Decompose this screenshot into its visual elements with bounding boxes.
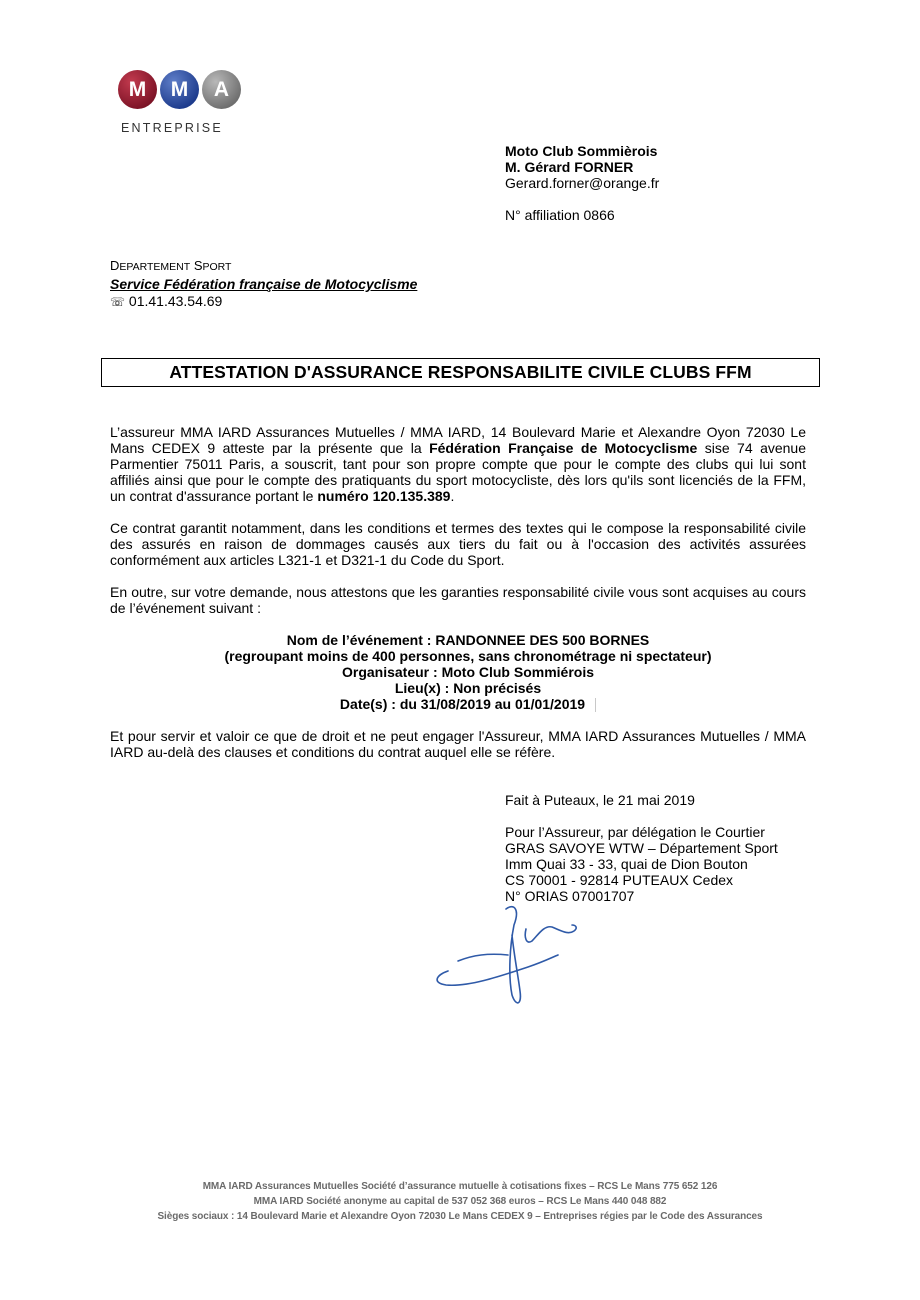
department-rest: EPARTEMENT [119, 261, 191, 273]
p1-text-a: L’assureur MMA IARD Assurances Mutuelles / MMA IARD, 14 Boulevard Marie et Alexandre Oyon 72030 Le Mans CEDEX 9 atteste par la présente que la [110, 424, 806, 456]
event-dates-line [110, 696, 826, 712]
recipient-contact: M. Gérard FORNER [505, 159, 634, 175]
logo-subtitle: ENTREPRISE [121, 121, 223, 135]
recipient-email: Gerard.forner@orange.fr [505, 175, 660, 191]
p1-text-e: . [450, 488, 455, 504]
logo-letter-m2: M [160, 70, 199, 109]
event-name: Nom de l’événement : RANDONNEE DES 500 BORNES [286, 632, 650, 648]
footer-line-2: MMA IARD Société anonyme au capital de 537 052 368 euros – RCS Le Mans 440 048 882 [253, 1196, 667, 1207]
sport-initial: S [193, 258, 203, 273]
recipient-block [505, 143, 659, 191]
signatory-block [505, 824, 778, 904]
phone-number: 01.41.43.54.69 [128, 293, 223, 309]
sport-rest: PORT [202, 261, 232, 273]
telephone-icon: ☏ [110, 295, 126, 309]
department-block [110, 257, 417, 311]
signatory-line-4: CS 70001 - 92814 PUTEAUX Cedex [505, 872, 734, 888]
contract-number: numéro 120.135.389 [317, 488, 451, 504]
signatory-line-5: N° ORIAS 07001707 [505, 888, 635, 904]
event-details [110, 632, 826, 712]
logo-letter-m1: M [118, 70, 157, 109]
signatory-line-1: Pour l’Assureur, par délégation le Courtier [505, 824, 765, 840]
department-phone [110, 293, 417, 311]
company-logo [118, 70, 246, 135]
event-place: Lieu(x) : Non précisés [394, 680, 542, 696]
event-organizer: Organisateur : Moto Club Sommiérois [341, 664, 595, 680]
document-title: ATTESTATION D'ASSURANCE RESPONSABILITE CIVILE CLUBS FFM [101, 358, 820, 387]
affiliation-number: N° affiliation 0866 [505, 207, 615, 223]
service-name: Service Fédération française de Motocyclisme [110, 276, 418, 292]
place-and-date: Fait à Puteaux, le 21 mai 2019 [505, 792, 695, 808]
legal-footer [0, 1179, 920, 1224]
p1-text-c: sise 74 avenue Parmentier 75011 Paris, a souscrit, tant pour son propre compte que pour le compte des clubs qui lui sont affiliés ainsi que pour le compte des pratiquants du sport motocycliste, dès lors qu'ils sont licenciés de la FFM, un contrat d'assurance portant le [110, 440, 806, 504]
logo-circles [118, 70, 246, 109]
footer-line-1: MMA IARD Assurances Mutuelles Société d’assurance mutuelle à cotisations fixes – RCS Le Mans 775 652 126 [202, 1181, 718, 1192]
federation-name: Fédération Française de Motocyclisme [429, 440, 698, 456]
footer-line-3: Sièges sociaux : 14 Boulevard Marie et Alexandre Oyon 72030 Le Mans CEDEX 9 – Entreprises régies par le Code des Assurances [157, 1211, 763, 1222]
paragraph-guarantee: Ce contrat garantit notamment, dans les conditions et termes des textes qui le compose la responsabilité civile des assurés en raison de dommages causés aux tiers du fait ou à l'occasion des activités assurées conformément aux articles L321-1 et D321-1 du Code du Sport. [110, 520, 806, 568]
paragraph-event-intro: En outre, sur votre demande, nous attestons que les garanties responsabilité civile vous sont acquises au cours de l’événement suivant : [110, 584, 806, 616]
event-dates: Date(s) : du 31/08/2019 au 01/01/2019 [339, 696, 586, 712]
handwritten-signature [428, 895, 648, 1015]
department-initial: D [110, 258, 120, 273]
paragraph-closing: Et pour servir et valoir ce que de droit et ne peut engager l'Assureur, MMA IARD Assurances Mutuelles / MMA IARD au-delà des clauses et conditions du contrat auquel elle se réfère. [110, 728, 806, 760]
event-detail: (regroupant moins de 400 personnes, sans chronométrage ni spectateur) [224, 648, 712, 664]
signatory-line-2: GRAS SAVOYE WTW – Département Sport [505, 840, 778, 856]
logo-letter-a: A [202, 70, 241, 109]
department-name [110, 257, 417, 276]
paragraph-insurer [110, 424, 806, 504]
text-caret [595, 698, 596, 712]
recipient-club: Moto Club Sommièrois [505, 143, 658, 159]
signatory-line-3: Imm Quai 33 - 33, quai de Dion Bouton [505, 856, 748, 872]
